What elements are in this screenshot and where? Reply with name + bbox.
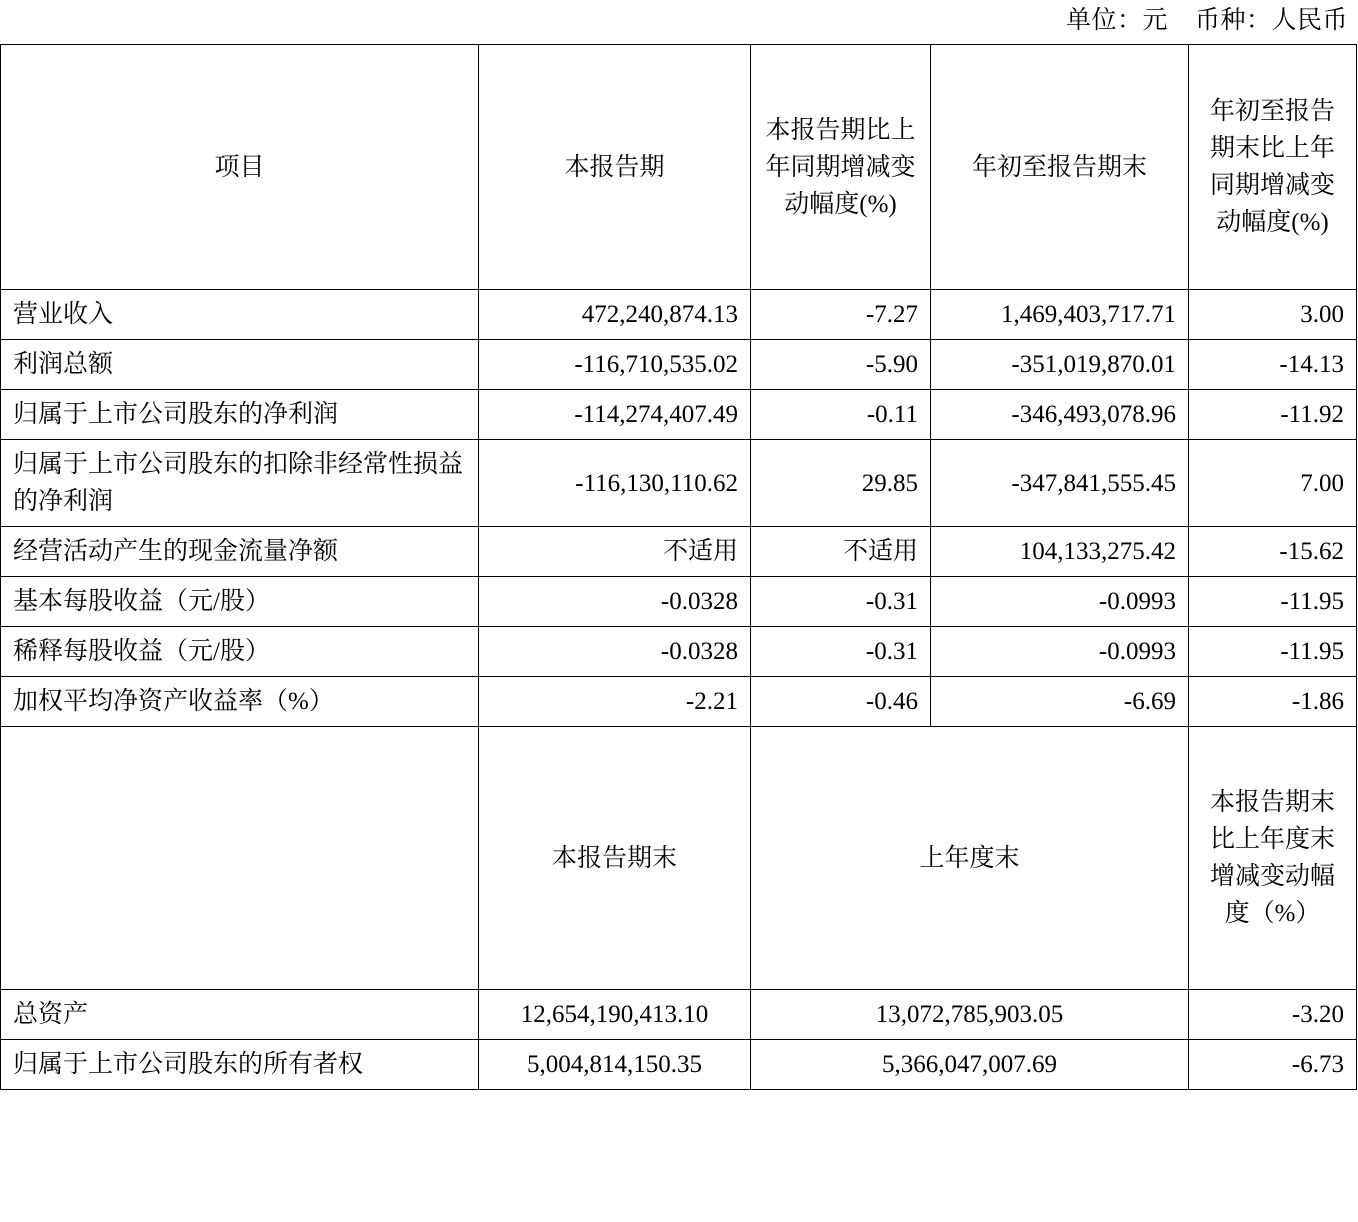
row-label: 归属于上市公司股东的净利润 (1, 390, 479, 440)
row-current-change: -7.27 (751, 290, 931, 340)
row-label: 总资产 (1, 990, 479, 1040)
balance-header-change (1189, 727, 1357, 990)
table-row (1, 677, 1357, 727)
row-current-change: 29.85 (751, 440, 931, 527)
table-row (1, 340, 1357, 390)
row-ytd-change: 3.00 (1189, 290, 1357, 340)
row-period-end: 12,654,190,413.10 (479, 990, 751, 1040)
row-ytd: -346,493,078.96 (931, 390, 1189, 440)
row-ytd-change: -14.13 (1189, 340, 1357, 390)
header-ytd-change (1189, 45, 1357, 290)
row-current-period: -2.21 (479, 677, 751, 727)
table-row (1, 390, 1357, 440)
row-current-period: -114,274,407.49 (479, 390, 751, 440)
row-label: 利润总额 (1, 340, 479, 390)
header-ytd-change-text: 年初至报告期末比上年同期增减变动幅度(%) (1209, 98, 1335, 236)
table-row (1, 290, 1357, 340)
row-current-period: 472,240,874.13 (479, 290, 751, 340)
row-label: 营业收入 (1, 290, 479, 340)
balance-header-last-year-end: 上年度末 (751, 727, 1189, 990)
row-current-change: -0.31 (751, 577, 931, 627)
row-ytd: -351,019,870.01 (931, 340, 1189, 390)
row-ytd-change: -11.92 (1189, 390, 1357, 440)
balance-header-row (1, 727, 1357, 990)
row-current-change: -0.46 (751, 677, 931, 727)
table-header-row (1, 45, 1357, 290)
balance-header-item (1, 727, 479, 990)
row-current-period: -0.0328 (479, 627, 751, 677)
row-change: -3.20 (1189, 990, 1357, 1040)
row-last-year-end: 5,366,047,007.69 (751, 1040, 1189, 1090)
row-ytd-change: -11.95 (1189, 577, 1357, 627)
header-current-change-text: 本报告期比上年同期增减变动幅度(%) (765, 116, 916, 218)
row-ytd-change: -1.86 (1189, 677, 1357, 727)
row-current-period: 不适用 (479, 527, 751, 577)
row-last-year-end: 13,072,785,903.05 (751, 990, 1189, 1040)
table-row (1, 527, 1357, 577)
table-row (1, 577, 1357, 627)
header-current-period: 本报告期 (479, 45, 751, 290)
row-current-period: -116,710,535.02 (479, 340, 751, 390)
row-label: 加权平均净资产收益率（%） (1, 677, 479, 727)
row-label: 归属于上市公司股东的所有者权 (1, 1040, 479, 1090)
row-current-period: -0.0328 (479, 577, 751, 627)
table-row (1, 440, 1357, 527)
row-label: 归属于上市公司股东的扣除非经常性损益的净利润 (1, 440, 479, 527)
row-label: 经营活动产生的现金流量净额 (1, 527, 479, 577)
row-current-change: -5.90 (751, 340, 931, 390)
table-row (1, 627, 1357, 677)
quarterly-indicators-table (0, 44, 1357, 1090)
row-ytd-change: -11.95 (1189, 627, 1357, 677)
header-item: 项目 (1, 45, 479, 290)
row-current-change: 不适用 (751, 527, 931, 577)
row-ytd-change: 7.00 (1189, 440, 1357, 527)
header-ytd: 年初至报告期末 (931, 45, 1189, 290)
row-ytd: 104,133,275.42 (931, 527, 1189, 577)
row-ytd: -347,841,555.45 (931, 440, 1189, 527)
row-label: 稀释每股收益（元/股） (1, 627, 479, 677)
balance-header-period-end: 本报告期末 (479, 727, 751, 990)
row-ytd: -0.0993 (931, 627, 1189, 677)
row-ytd-change: -15.62 (1189, 527, 1357, 577)
row-current-change: -0.31 (751, 627, 931, 677)
balance-header-change-text: 本报告期末比上年度末增减变动幅度（%） (1209, 789, 1335, 927)
row-label: 基本每股收益（元/股） (1, 577, 479, 627)
table-row (1, 1040, 1357, 1090)
row-current-change: -0.11 (751, 390, 931, 440)
row-ytd: -6.69 (931, 677, 1189, 727)
header-current-change (751, 45, 931, 290)
table-row (1, 990, 1357, 1040)
row-period-end: 5,004,814,150.35 (479, 1040, 751, 1090)
row-current-period: -116,130,110.62 (479, 440, 751, 527)
unit-note: 单位：元 币种：人民币 (1065, 7, 1348, 34)
row-change: -6.73 (1189, 1040, 1357, 1090)
row-ytd: 1,469,403,717.71 (931, 290, 1189, 340)
row-ytd: -0.0993 (931, 577, 1189, 627)
